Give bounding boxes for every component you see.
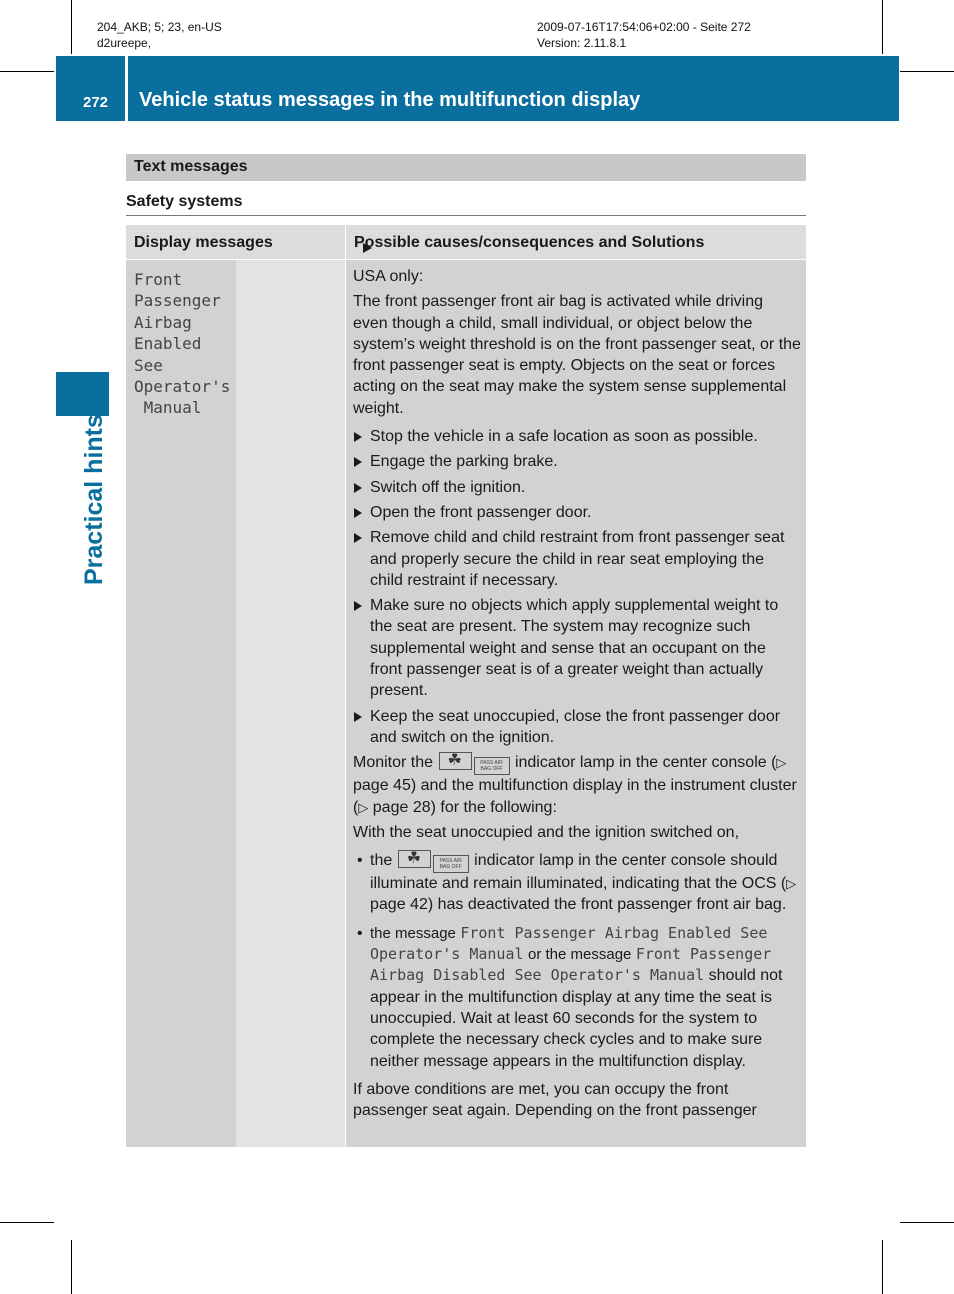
instruction-step [353, 477, 801, 498]
step-text: Switch off the ignition. [370, 478, 526, 496]
seat-occupant-icon [439, 752, 472, 770]
bullet-text: the message [370, 924, 456, 942]
intro-paragraph: The front passenger front air bag is activated while driving even though a child, small individual, or object below the system’s weight threshold is on the front passenger seat, or the front passenger seat is empty. Objects on the seat or forces acting on the seat may make the system sense supplemental weight. [353, 293, 801, 417]
solutions-content [353, 266, 801, 1125]
condition-paragraph: With the seat unoccupied and the ignition switched on, [353, 823, 740, 841]
step-text: Engage the parking brake. [370, 453, 558, 471]
list-item [353, 850, 801, 916]
meta-line: d2ureepe, [97, 36, 152, 50]
monitor-paragraph [353, 752, 801, 818]
monitor-text: indicator lamp in the center console ( [514, 754, 777, 772]
step-text: Remove child and child restraint from front passenger seat and properly secure the child in rear seat employing the child restraint if necessary. [370, 529, 785, 589]
monitor-text: page 28) for the following: [372, 798, 557, 816]
usa-only-note: USA only: [353, 268, 424, 285]
step-arrow-icon [354, 483, 362, 493]
pass-airbag-off-icon: PASS AIR BAG OFF [474, 757, 510, 775]
table-header-display-messages [126, 225, 345, 259]
bullet-text: the [370, 852, 393, 870]
step-text: Stop the vehicle in a safe location as soon as possible. [370, 428, 758, 446]
print-meta-left [97, 19, 222, 51]
step-arrow-icon [354, 533, 362, 543]
meta-line: Version: 2.11.8.1 [537, 36, 627, 50]
column-header-text: Possible causes/consequences and [354, 234, 628, 251]
instruction-step [353, 595, 801, 701]
subheading: Safety systems [126, 193, 243, 210]
page-ref-icon: ▷ [786, 876, 797, 892]
instruction-step [353, 502, 801, 523]
column-header-text: Solutions [631, 234, 705, 251]
monitor-text: Monitor the [353, 754, 434, 772]
step-arrow-icon [354, 432, 362, 442]
step-arrow-icon [354, 508, 362, 518]
crop-mark [0, 71, 54, 72]
chapter-header [56, 56, 899, 121]
seat-occupant-icon [398, 850, 431, 868]
step-text: Make sure no objects which apply supplemental weight to the seat are present. The system may recognize such supplemental weight and sense that an occupant on the front passenger seat is of a greater weight than actually present. [370, 597, 779, 700]
meta-line: 2009-07-16T17:54:06+02:00 - Seite 272 [537, 20, 751, 34]
page-ref-icon: ▷ [358, 799, 369, 815]
bullet-text: page 42) has deactivated the front passenger front air bag. [370, 896, 787, 914]
instruction-step [353, 527, 801, 591]
instruction-step [353, 451, 801, 472]
page-ref-icon: ▷ [776, 755, 787, 771]
crop-mark [900, 71, 954, 72]
crop-mark [71, 0, 72, 54]
display-message-inline: Front Passenger Airbag Disabled See Operator's Manual [370, 945, 772, 985]
crop-mark [71, 1240, 72, 1294]
step-arrow-icon [354, 457, 362, 467]
arrow-right-icon [363, 243, 372, 253]
crop-mark [882, 1240, 883, 1294]
instruction-step [353, 426, 801, 447]
bullet-dot: • [357, 852, 363, 870]
bullet-text: indicator lamp in the center console should illuminate and remain illuminated, indicating that the OCS ( [370, 852, 787, 893]
step-arrow-icon [354, 712, 362, 722]
table-header-causes [346, 225, 806, 259]
bullet-text: or the message [527, 946, 632, 964]
display-message-text: Front Passenger Airbag Enabled See Operator's Manual [134, 270, 231, 418]
spacer-cell [236, 260, 345, 1147]
chapter-title: Vehicle status messages in the multifunction display [139, 89, 641, 111]
pass-airbag-off-icon: PASS AIR BAG OFF [433, 855, 469, 873]
list-item [353, 923, 801, 1072]
column-header [354, 234, 704, 252]
closing-paragraph: If above conditions are met, you can occupy the front passenger seat again. Depending on the front passenger [353, 1080, 757, 1120]
section-title: Text messages [134, 158, 248, 175]
bullet-text: should not appear in the multifunction display at any time the seat is unoccupied. Wait at least 60 seconds for the system to complete the necessary check cycles and to make sure neither message appears in the multifunction display. [370, 967, 783, 1070]
divider-rule [126, 215, 806, 216]
instruction-step [353, 706, 801, 749]
step-arrow-icon [354, 601, 362, 611]
display-message-inline: Front Passenger Airbag Enabled See Operator's Manual [370, 923, 768, 964]
meta-line: 204_AKB; 5; 23, en-US [97, 20, 222, 34]
section-title-bar [126, 154, 806, 181]
step-text: Keep the seat unoccupied, close the front passenger door and switch on the ignition. [370, 707, 781, 746]
step-text: Open the front passenger door. [370, 503, 592, 521]
display-message-cell [126, 260, 236, 1147]
bullet-dot: • [357, 924, 363, 942]
column-header: Display messages [134, 234, 273, 251]
side-tab-text: Practical hints [80, 414, 108, 585]
page-number: 272 [83, 94, 109, 111]
crop-mark [0, 1222, 54, 1223]
crop-mark [900, 1222, 954, 1223]
crop-mark [882, 0, 883, 54]
monitor-text: page 45) and the multifunction display in the instrument cluster ( [353, 777, 797, 816]
header-divider [125, 56, 128, 121]
print-meta-right [537, 19, 751, 51]
